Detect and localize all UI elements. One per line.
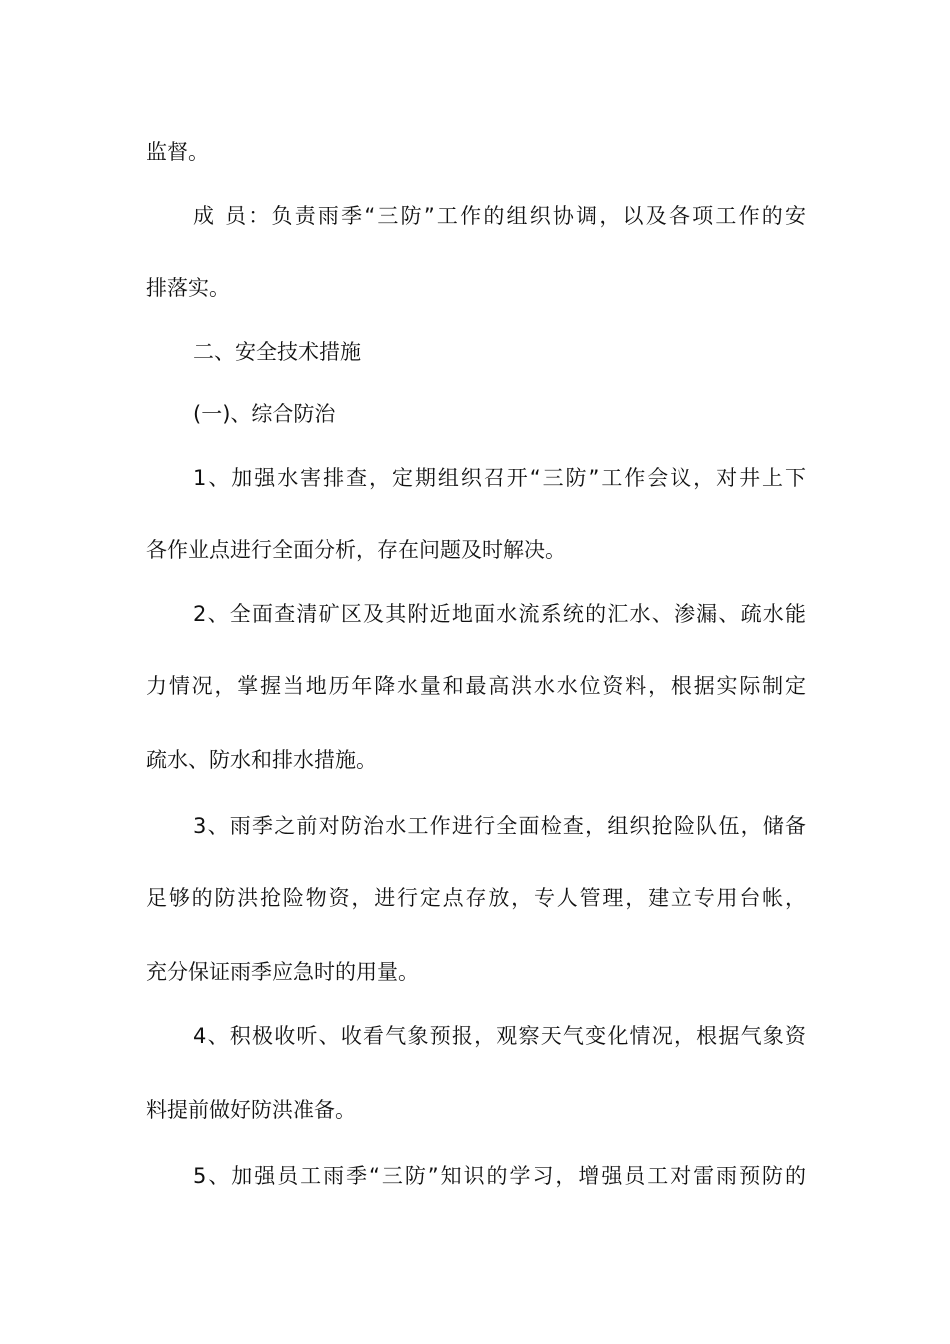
text-line-15: 料提前做好防洪准备。	[146, 1098, 356, 1122]
text-line-7: 各作业点进行全面分析，存在问题及时解决。	[146, 538, 566, 562]
text-line-3: 排落实。	[146, 276, 230, 300]
text-line-14: 4、积极收听、收看气象预报，观察天气变化情况，根据气象资	[193, 1024, 806, 1048]
text-line-13: 充分保证雨季应急时的用量。	[146, 960, 419, 984]
section-heading: 二、安全技术措施	[193, 340, 361, 364]
text-line-12: 足够的防洪抢险物资，进行定点存放，专人管理，建立专用台帐，	[146, 886, 806, 910]
text-line-9: 力情况，掌握当地历年降水量和最高洪水水位资料，根据实际制定	[146, 674, 806, 698]
text-line-16: 5、加强员工雨季“三防”知识的学习，增强员工对雷雨预防的	[193, 1164, 806, 1188]
text-line-1: 监督。	[146, 140, 209, 164]
text-line-11: 3、雨季之前对防治水工作进行全面检查，组织抢险队伍，储备	[193, 814, 806, 838]
text-line-10: 疏水、防水和排水措施。	[146, 748, 377, 772]
text-line-8: 2、全面查清矿区及其附近地面水流系统的汇水、渗漏、疏水能	[193, 602, 806, 626]
text-line-6: 1、加强水害排查，定期组织召开“三防”工作会议，对井上下	[193, 466, 806, 490]
subsection-heading: (一)、综合防治	[193, 402, 336, 426]
text-line-2: 成 员：负责雨季“三防”工作的组织协调，以及各项工作的安	[193, 204, 806, 228]
